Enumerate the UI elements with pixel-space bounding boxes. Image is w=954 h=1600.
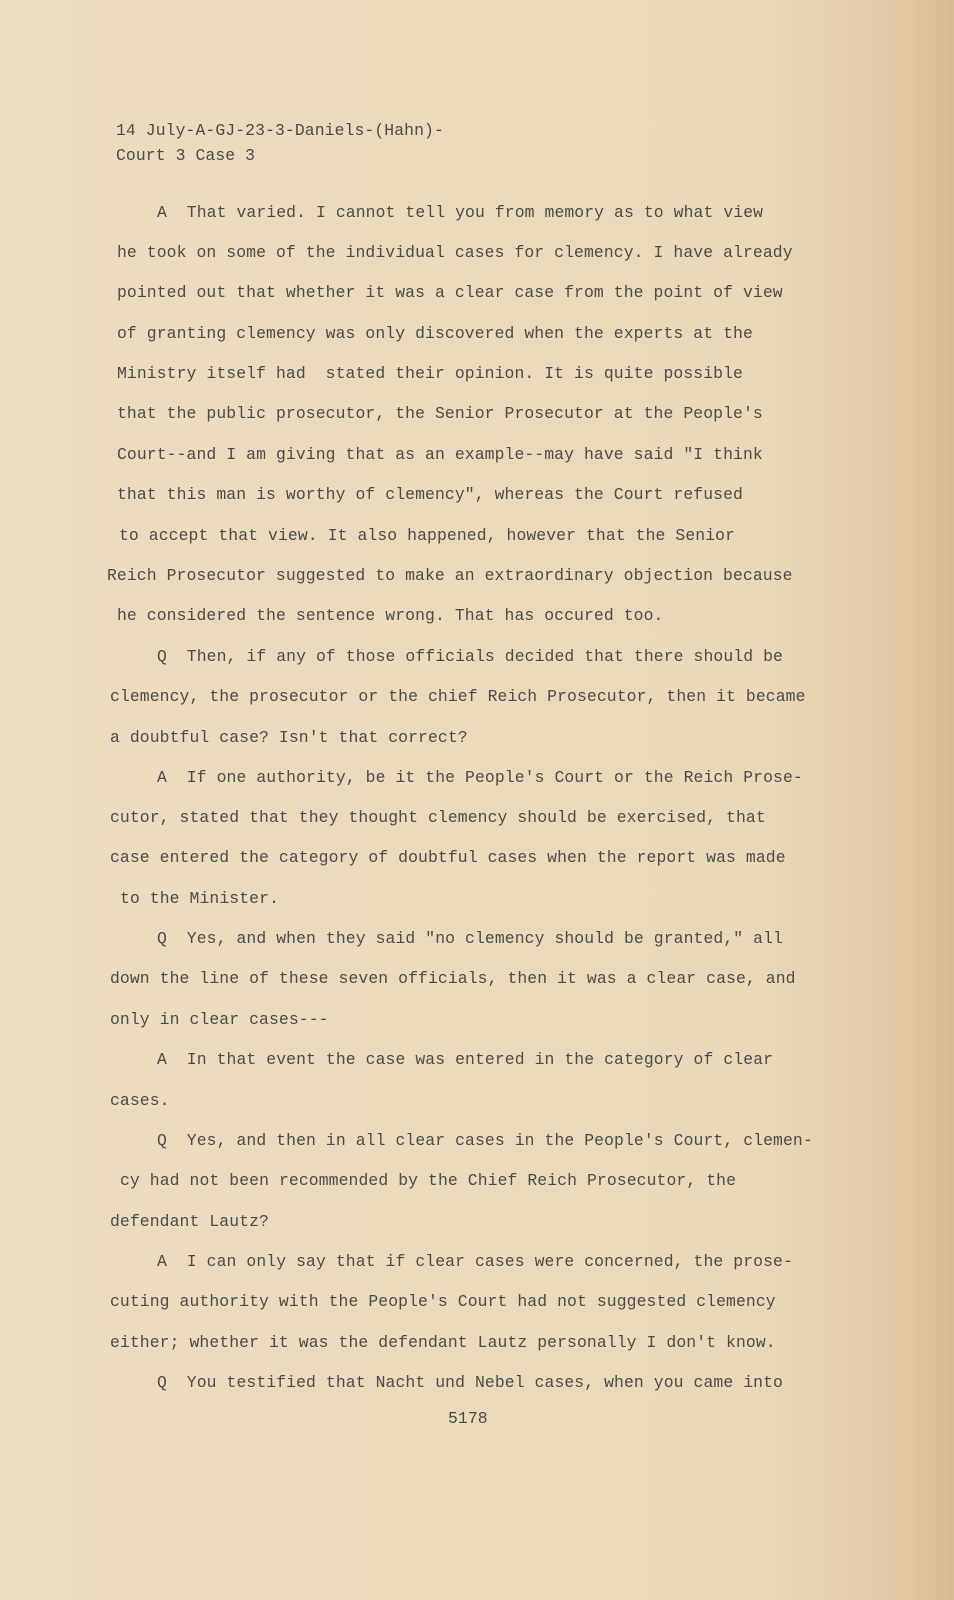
transcript-line: that the public prosecutor, the Senior Prosecutor at the People's [117,404,763,423]
transcript-line: that this man is worthy of clemency", whereas the Court refused [117,485,743,504]
transcript-line: Reich Prosecutor suggested to make an extraordinary objection because [107,566,793,585]
transcript-line: clemency, the prosecutor or the chief Reich Prosecutor, then it became [110,687,806,706]
transcript-line: to the Minister. [120,889,279,908]
transcript-line: only in clear cases--- [110,1010,329,1029]
transcript-line: cuting authority with the People's Court had not suggested clemency [110,1292,776,1311]
transcript-line: A That varied. I cannot tell you from memory as to what view [157,203,764,222]
transcript-line: he considered the sentence wrong. That has occured too. [117,606,664,625]
transcript-line: Q Then, if any of those officials decided that there should be [157,647,783,666]
transcript-line: down the line of these seven officials, then it was a clear case, and [110,969,796,988]
transcript-line: to accept that view. It also happened, however that the Senior [119,526,736,545]
transcript-line: A In that event the case was entered in the category of clear [157,1050,774,1069]
transcript-line: A I can only say that if clear cases were concerned, the prose- [157,1252,793,1271]
transcript-line: Q You testified that Nacht und Nebel cases, when you came into [157,1373,783,1392]
transcript-line: cases. [110,1091,170,1110]
transcript-line: cy had not been recommended by the Chief Reich Prosecutor, the [120,1171,737,1190]
transcript-line: Court--and I am giving that as an example--may have said "I think [117,445,763,464]
transcript-line: Q Yes, and when they said "no clemency should be granted," all [157,929,783,948]
transcript-line: case entered the category of doubtful cases when the report was made [110,848,786,867]
transcript-line: pointed out that whether it was a clear case from the point of view [117,283,783,302]
document-header-line-2: Court 3 Case 3 [116,146,256,165]
transcript-line: Q Yes, and then in all clear cases in the People's Court, clemen- [157,1131,813,1150]
transcript-line: Ministry itself had stated their opinion. It is quite possible [117,364,743,383]
document-header-line-1: 14 July-A-GJ-23-3-Daniels-(Hahn)- [116,121,444,140]
page-number: 5178 [448,1409,488,1428]
transcript-line: of granting clemency was only discovered when the experts at the [117,324,753,343]
transcript-line: he took on some of the individual cases for clemency. I have already [117,243,793,262]
transcript-line: defendant Lautz? [110,1212,269,1231]
transcript-line: cutor, stated that they thought clemency should be exercised, that [110,808,766,827]
transcript-line: either; whether it was the defendant Lautz personally I don't know. [110,1333,776,1352]
transcript-line: a doubtful case? Isn't that correct? [110,728,468,747]
transcript-line: A If one authority, be it the People's Court or the Reich Prose- [157,768,803,787]
